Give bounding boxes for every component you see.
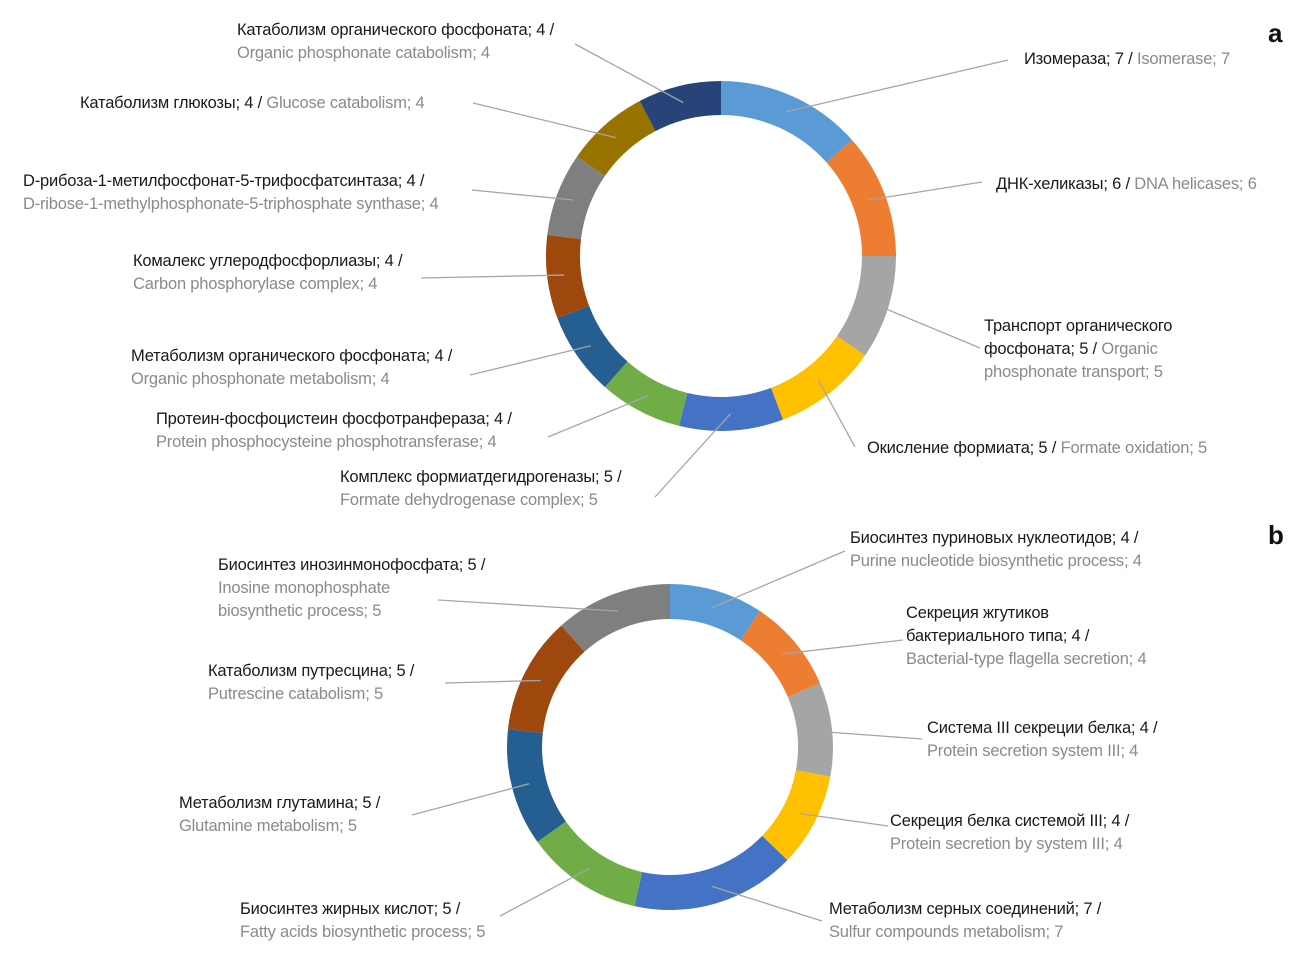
leader-line-b-5 xyxy=(500,868,590,916)
leader-line-b-4 xyxy=(712,886,822,921)
leader-line-a-5 xyxy=(548,396,648,437)
leader-line-b-6 xyxy=(412,784,529,815)
leader-line-a-10 xyxy=(575,44,683,103)
label-a-6-en: Organic phosphonate metabolism; 4 xyxy=(131,370,390,388)
leader-line-a-6 xyxy=(470,346,591,375)
donut-a-slice-10 xyxy=(640,81,721,131)
panel-label-a: a xyxy=(1268,18,1283,48)
donut-b-slice-2 xyxy=(788,683,833,776)
label-b-8-ru: Биосинтез инозинмонофосфата; 5 / xyxy=(218,556,486,574)
label-a-9-en: Glucose catabolism; 4 xyxy=(266,94,425,112)
leader-line-a-9 xyxy=(473,103,616,138)
label-b-2-en: Protein secretion system III; 4 xyxy=(927,742,1139,760)
label-a-2 xyxy=(984,315,1214,384)
label-a-5-en: Protein phosphocysteine phosphotransferase; 4 xyxy=(156,433,497,451)
leader-line-a-3 xyxy=(818,380,855,447)
label-a-5-ru: Протеин-фосфоцистеин фосфотранфераза; 4 / xyxy=(156,410,512,428)
donut-a-slice-0 xyxy=(721,81,852,162)
label-a-3-ru: Окисление формиата; 5 / xyxy=(867,439,1061,457)
label-b-7-ru: Катаболизм путресцина; 5 / xyxy=(208,662,415,680)
label-a-1-ru: ДНК-хеликазы; 6 / xyxy=(996,175,1135,193)
label-a-6 xyxy=(131,345,452,391)
label-a-4 xyxy=(340,466,622,512)
donut-b-slice-8 xyxy=(561,584,670,652)
donut-a-slice-7 xyxy=(546,235,589,318)
label-a-10-ru: Катаболизм органического фосфоната; 4 / xyxy=(237,21,555,39)
label-b-0-en: Purine nucleotide biosynthetic process; 4 xyxy=(850,552,1142,570)
label-b-4-en: Sulfur compounds metabolism; 7 xyxy=(829,923,1064,941)
label-a-0 xyxy=(1024,48,1230,71)
label-a-7 xyxy=(133,250,402,296)
label-a-4-en: Formate dehydrogenase complex; 5 xyxy=(340,491,598,509)
label-b-2 xyxy=(927,717,1157,763)
label-a-0-en: Isomerase; 7 xyxy=(1136,50,1230,68)
donut-b-slice-5 xyxy=(537,821,642,906)
label-b-5-ru: Биосинтез жирных кислот; 5 / xyxy=(240,900,461,918)
label-b-3-ru: Секреция белка системой III; 4 / xyxy=(890,812,1130,830)
label-b-6-en: Glutamine metabolism; 5 xyxy=(179,817,357,835)
label-a-8-ru: D-рибоза-1-метилфосфонат-5-трифосфатсинтаза; 4 / xyxy=(23,172,425,190)
leader-line-a-1 xyxy=(869,182,982,200)
leader-line-a-2 xyxy=(872,303,980,348)
label-b-6-ru: Метаболизм глутамина; 5 / xyxy=(179,794,381,812)
label-a-0-ru: Изомераза; 7 / xyxy=(1024,50,1137,68)
label-b-5 xyxy=(240,898,485,944)
donut-a-slice-4 xyxy=(679,388,783,431)
label-a-2-ru: Транспорт органического фосфоната; 5 / xyxy=(984,317,1173,358)
label-a-8-en: D-ribose-1-methylphosphonate-5-triphosphate synthase; 4 xyxy=(23,195,439,213)
leader-line-b-0 xyxy=(712,551,845,608)
label-b-4-ru: Метаболизм серных соединений; 7 / xyxy=(829,900,1102,918)
label-a-1-en: DNA helicases; 6 xyxy=(1134,175,1257,193)
label-b-7-en: Putrescine catabolism; 5 xyxy=(208,685,383,703)
label-a-8 xyxy=(23,170,439,216)
label-a-9-ru: Катаболизм глюкозы; 4 / xyxy=(80,94,267,112)
panel-label-b: b xyxy=(1268,520,1284,550)
label-b-8-en: Inosine monophosphate biosynthetic process; 5 xyxy=(218,579,390,620)
label-a-3 xyxy=(867,437,1207,460)
leader-line-a-7 xyxy=(421,275,564,278)
label-a-2-en: Organic phosphonate transport; 5 xyxy=(984,340,1163,381)
donut-a-slice-3 xyxy=(771,336,865,420)
label-b-4 xyxy=(829,898,1101,944)
donut-a-slice-2 xyxy=(837,256,896,355)
leader-line-b-1 xyxy=(782,640,903,654)
label-a-7-ru: Комалекс углеродфосфорлиазы; 4 / xyxy=(133,252,403,270)
donut-b-slice-6 xyxy=(507,729,566,842)
label-b-6 xyxy=(179,792,380,838)
donut-a-slice-9 xyxy=(577,101,655,176)
leader-line-a-0 xyxy=(786,60,1008,112)
label-a-10 xyxy=(237,19,554,65)
label-b-8 xyxy=(218,554,486,623)
donut-b-slice-1 xyxy=(741,611,820,697)
label-a-10-en: Organic phosphonate catabolism; 4 xyxy=(237,44,490,62)
label-a-3-en: Formate oxidation; 5 xyxy=(1060,439,1207,457)
label-b-5-en: Fatty acids biosynthetic process; 5 xyxy=(240,923,486,941)
label-b-3-en: Protein secretion by system III; 4 xyxy=(890,835,1123,853)
label-a-7-en: Carbon phosphorylase complex; 4 xyxy=(133,275,378,293)
label-a-9 xyxy=(80,92,425,115)
donut-b-slice-4 xyxy=(635,836,788,910)
label-b-1-ru: Секреция жгутиков бактериального типа; 4 / xyxy=(906,604,1090,645)
label-a-5 xyxy=(156,408,512,454)
label-b-1 xyxy=(906,602,1186,671)
label-b-0-ru: Биосинтез пуриновых нуклеотидов; 4 / xyxy=(850,529,1139,547)
label-a-1 xyxy=(996,173,1257,196)
label-b-1-en: Bacterial-type flagella secretion; 4 xyxy=(906,650,1147,668)
donut-b-slice-7 xyxy=(508,626,585,733)
donut-a-slice-1 xyxy=(827,140,896,256)
label-a-6-ru: Метаболизм органического фосфоната; 4 / xyxy=(131,347,453,365)
label-b-0 xyxy=(850,527,1142,573)
label-b-7 xyxy=(208,660,414,706)
label-a-4-ru: Комплекс формиатдегидрогеназы; 5 / xyxy=(340,468,622,486)
label-b-2-ru: Система III секреции белка; 4 / xyxy=(927,719,1158,737)
label-b-3 xyxy=(890,810,1129,856)
